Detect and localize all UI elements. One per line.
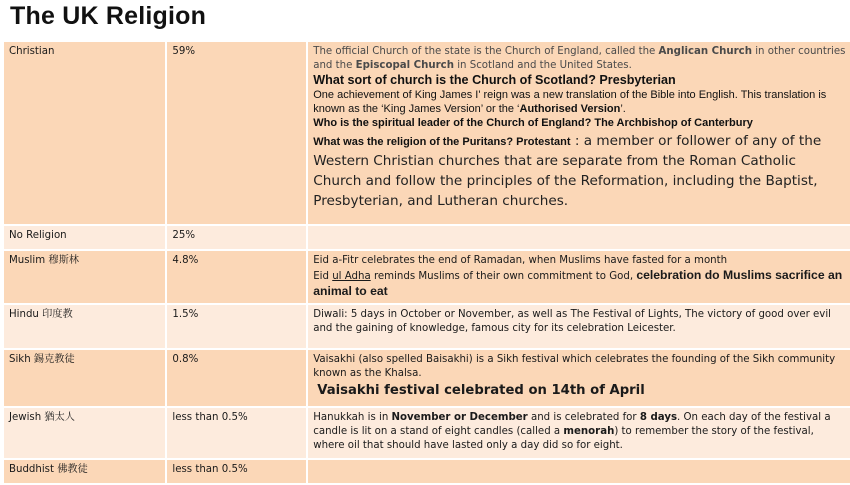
percent-cell: 4.8%: [166, 250, 307, 304]
spiritual-leader-question: Who is the spiritual leader of the Church of England? The Archbishop of Canterbury: [313, 117, 753, 129]
table-row: [4, 407, 850, 459]
percent-cell: less than 0.5%: [166, 407, 307, 459]
scotland-question: What sort of church is the Church of Scotland? Presbyterian: [313, 73, 676, 87]
religion-cell: Muslim 穆斯林: [4, 250, 166, 304]
notes-cell: [307, 459, 850, 484]
eid-fitr-text: Eid a-Fitr celebrates the end of Ramadan, when Muslims have fasted for a month: [313, 255, 728, 266]
christian-paragraph: The official Church of the state is the Church of England, called the Anglican Church in other countries and the Episcopal Church in Scotland and the United States.: [313, 46, 846, 71]
percent-cell: less than 0.5%: [166, 459, 307, 484]
religion-cell: No Religion: [4, 225, 166, 250]
notes-cell: [307, 349, 850, 407]
king-james-text: One achievement of King James I' reign was a new translation of the Bible into English. This translation is known as the ‘King James Version’ or the ‘Authorised Version’.: [313, 89, 827, 115]
table-row: [4, 225, 850, 250]
religion-cell: Jewish 猶太人: [4, 407, 166, 459]
table-row: [4, 304, 850, 349]
table-row: [4, 42, 850, 225]
vaisakhi-highlight: Vaisakhi festival celebrated on 14th of April: [317, 383, 645, 398]
religion-cell: Buddhist 佛教徒: [4, 459, 166, 484]
notes-cell: [307, 42, 850, 225]
table-row: [4, 250, 850, 304]
religion-table: [4, 42, 850, 485]
table-row: [4, 459, 850, 484]
notes-cell: Hanukkah is in November or December and is celebrated for 8 days. On each day of the festival a candle is lit on a stand of eight candles (called a menorah) to remember the story of the festival, where oil that should have lasted only a day did so for eight.: [307, 407, 850, 459]
eid-adha-text: Eid ul Adha reminds Muslims of their own commitment to God, celebration do Muslims sacrifice an animal to eat: [313, 268, 843, 298]
vaisakhi-text: Vaisakhi (also spelled Baisakhi) is a Sikh festival which celebrates the founding of the Sikh community known as the Khalsa.: [313, 354, 836, 379]
percent-cell: 0.8%: [166, 349, 307, 407]
notes-cell: Diwali: 5 days in October or November, as well as The Festival of Lights, The victory of good over evil and the gaining of knowledge, famous city for its celebration Leicester.: [307, 304, 850, 349]
notes-cell: [307, 225, 850, 250]
puritans-text: What was the religion of the Puritans? Protestant : a member or follower of any of the Western Christian churches that are separate from the Roman Catholic Church and follow the principles of the Reformation, including the Baptist, Presbyterian, and Lutheran churches.: [313, 133, 822, 209]
percent-cell: 1.5%: [166, 304, 307, 349]
religion-cell: Hindu 印度教: [4, 304, 166, 349]
page-title: The UK Religion: [10, 2, 207, 30]
notes-cell: [307, 250, 850, 304]
religion-cell: Christian: [4, 42, 166, 225]
percent-cell: 59%: [166, 42, 307, 225]
percent-cell: 25%: [166, 225, 307, 250]
table-row: [4, 349, 850, 407]
religion-cell: Sikh 錫克教徒: [4, 349, 166, 407]
